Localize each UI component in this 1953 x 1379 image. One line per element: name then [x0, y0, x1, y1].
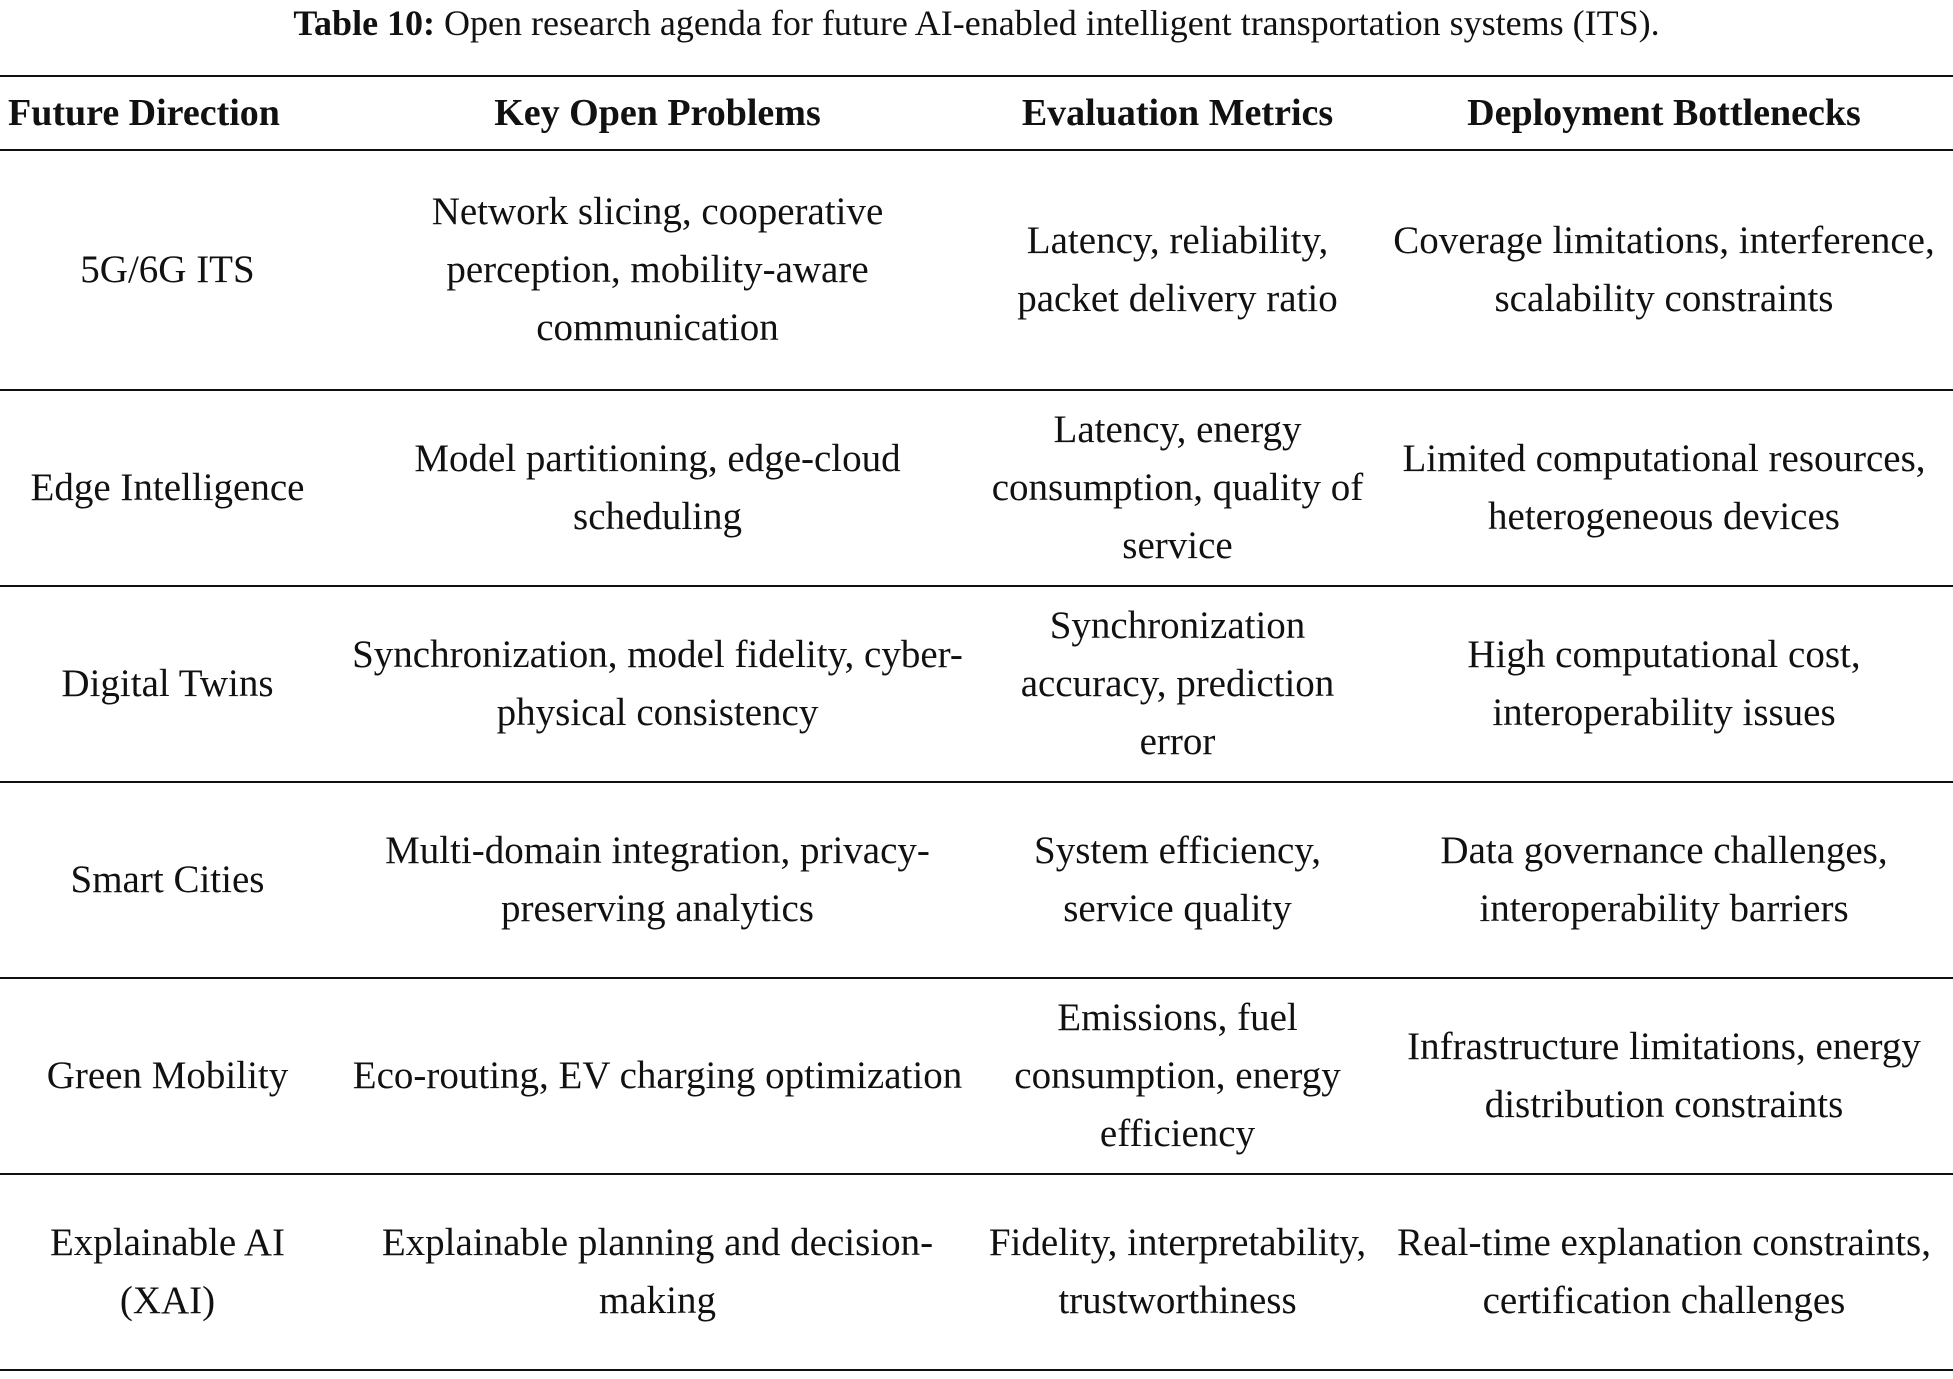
cell-problems: Model partitioning, edge-cloud scheduling [335, 390, 980, 586]
table-row [0, 782, 1953, 978]
cell-problems: Network slicing, cooperative perception, mobility-aware communication [335, 150, 980, 390]
cell-bottlenecks: High computational cost, interoperability issues [1375, 586, 1953, 782]
caption-text: Open research agenda for future AI-enabled intelligent transportation systems (ITS). [435, 3, 1660, 43]
table-caption [0, 0, 1953, 46]
header-key-open-problems: Key Open Problems [335, 76, 980, 150]
cell-bottlenecks: Limited computational resources, heterogeneous devices [1375, 390, 1953, 586]
cell-bottlenecks: Coverage limitations, interference, scalability constraints [1375, 150, 1953, 390]
header-deployment-bottlenecks: Deployment Bottlenecks [1375, 76, 1953, 150]
cell-problems: Eco-routing, EV charging optimization [335, 978, 980, 1174]
cell-direction: Edge Intelligence [0, 390, 335, 586]
cell-metrics: Latency, energy consumption, quality of service [980, 390, 1375, 586]
cell-metrics: System efficiency, service quality [980, 782, 1375, 978]
cell-bottlenecks: Infrastructure limitations, energy distribution constraints [1375, 978, 1953, 1174]
cell-metrics: Emissions, fuel consumption, energy efficiency [980, 978, 1375, 1174]
research-agenda-table [0, 75, 1953, 1371]
table-row [0, 1174, 1953, 1370]
table-row [0, 390, 1953, 586]
table-row [0, 150, 1953, 390]
cell-direction: 5G/6G ITS [0, 150, 335, 390]
table-row [0, 978, 1953, 1174]
table-header [0, 76, 1953, 150]
cell-metrics: Synchronization accuracy, prediction error [980, 586, 1375, 782]
cell-problems: Multi-domain integration, privacy-preserving analytics [335, 782, 980, 978]
header-future-direction: Future Direction [0, 76, 335, 150]
cell-bottlenecks: Real-time explanation constraints, certification challenges [1375, 1174, 1953, 1370]
cell-metrics: Latency, reliability, packet delivery ratio [980, 150, 1375, 390]
header-evaluation-metrics: Evaluation Metrics [980, 76, 1375, 150]
cell-problems: Explainable planning and decision-making [335, 1174, 980, 1370]
cell-problems: Synchronization, model fidelity, cyber-physical consistency [335, 586, 980, 782]
cell-direction: Smart Cities [0, 782, 335, 978]
cell-direction: Green Mobility [0, 978, 335, 1174]
cell-metrics: Fidelity, interpretability, trustworthiness [980, 1174, 1375, 1370]
header-row [0, 76, 1953, 150]
table-row [0, 586, 1953, 782]
cell-direction: Explainable AI (XAI) [0, 1174, 335, 1370]
cell-bottlenecks: Data governance challenges, interoperability barriers [1375, 782, 1953, 978]
cell-direction: Digital Twins [0, 586, 335, 782]
caption-label: Table 10: [293, 3, 436, 43]
table-body [0, 150, 1953, 1370]
